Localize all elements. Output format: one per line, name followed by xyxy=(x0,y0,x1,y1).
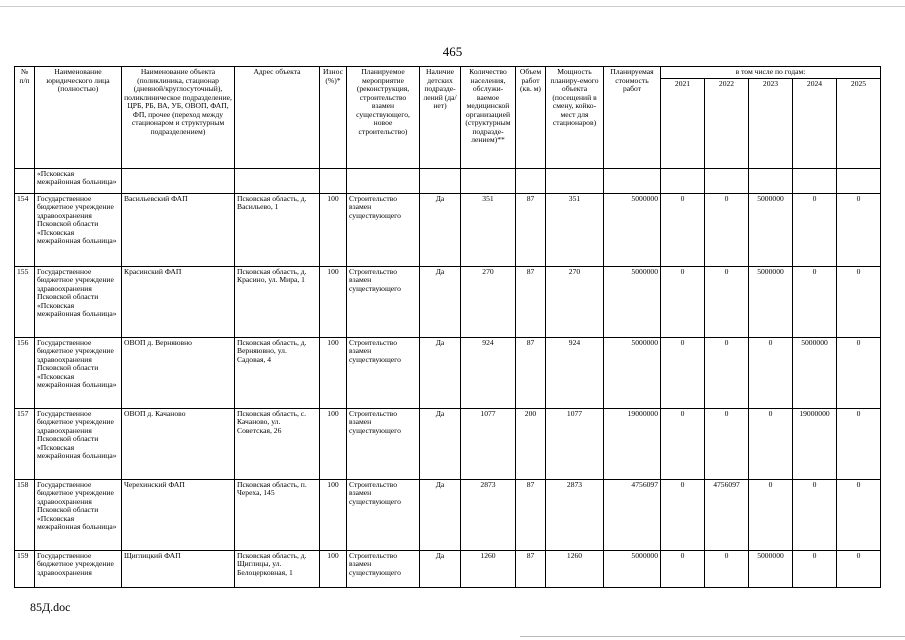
cell-object: Красинский ФАП xyxy=(122,266,235,337)
cell-planned: Строительство взамен существующего xyxy=(347,266,420,337)
cell-wear: 100 xyxy=(320,408,347,479)
cell-volume: 87 xyxy=(516,337,546,408)
header-year-2021: 2021 xyxy=(661,78,705,168)
cell-children: Да xyxy=(420,408,461,479)
cell-2024: 0 xyxy=(793,193,837,266)
table-row-continuation xyxy=(15,168,881,193)
cell-cost: 4756097 xyxy=(604,479,661,550)
cell-children: Да xyxy=(420,550,461,587)
cell-num: 157 xyxy=(15,408,35,479)
header-year-2023: 2023 xyxy=(749,78,793,168)
cell-cost: 5000000 xyxy=(604,337,661,408)
cell-children: Да xyxy=(420,266,461,337)
cell-legal: Государственное бюджетное учреждение здравоохранения Псковской области «Псковская межрайонная больница» xyxy=(35,479,122,550)
header-population: Количество населения, обслужи-ваемое медицинской организацией (структурным подразде-лением)** xyxy=(461,67,516,169)
cell-volume: 87 xyxy=(516,550,546,587)
cell-2025: 0 xyxy=(837,337,881,408)
cell-population: 1077 xyxy=(461,408,516,479)
cell-volume: 87 xyxy=(516,266,546,337)
cell-2024: 0 xyxy=(793,266,837,337)
scan-artifact-bottom xyxy=(520,636,905,637)
cell-legal: Государственное бюджетное учреждение здравоохранения Псковской области «Псковская межрайонная больница» xyxy=(35,193,122,266)
header-address: Адрес объекта xyxy=(235,67,320,169)
cell-2022: 4756097 xyxy=(705,479,749,550)
header-capacity: Мощность планиру-емого объекта (посещений в смену, койко-мест для стационаров) xyxy=(546,67,604,169)
cell-num: 156 xyxy=(15,337,35,408)
cell-planned: Строительство взамен существующего xyxy=(347,550,420,587)
cell-2023: 5000000 xyxy=(749,193,793,266)
cell-2025: 0 xyxy=(837,550,881,587)
header-wear: Износ (%)* xyxy=(320,67,347,169)
header-volume: Объем работ (кв. м) xyxy=(516,67,546,169)
table-row xyxy=(15,550,881,587)
table-row xyxy=(15,337,881,408)
cell-2021: 0 xyxy=(661,337,705,408)
cell-2025: 0 xyxy=(837,193,881,266)
cell-cost: 19000000 xyxy=(604,408,661,479)
cell-2023: 0 xyxy=(749,337,793,408)
cell-planned: Строительство взамен существующего xyxy=(347,337,420,408)
table-row xyxy=(15,266,881,337)
cell-planned: Строительство взамен существующего xyxy=(347,408,420,479)
cell-num: 158 xyxy=(15,479,35,550)
cell-2021: 0 xyxy=(661,550,705,587)
cell-population: 1260 xyxy=(461,550,516,587)
table-row xyxy=(15,408,881,479)
cell-legal: Государственное бюджетное учреждение здравоохранения xyxy=(35,550,122,587)
cell-population: 2873 xyxy=(461,479,516,550)
cell-2023: 0 xyxy=(749,479,793,550)
cell-2024: 19000000 xyxy=(793,408,837,479)
cell-capacity: 924 xyxy=(546,337,604,408)
cell-population: 351 xyxy=(461,193,516,266)
cell-cost: 5000000 xyxy=(604,193,661,266)
header-object-name: Наименование объекта (поликлиника, стационар (дневной/круглосуточный), поликлиническое подразделение, ЦРБ, РБ, ВА, УБ, ОВОП, ФАП, ФП, прочее (переход между стационаром и структурным подразделением) xyxy=(122,67,235,169)
header-planned-activity: Планируемое мероприятие (реконструкция, строительство взамен существующего, новое строительство) xyxy=(347,67,420,169)
cell-2023: 5000000 xyxy=(749,550,793,587)
cell-cost: 5000000 xyxy=(604,266,661,337)
facilities-table xyxy=(14,66,881,588)
cell-num: 154 xyxy=(15,193,35,266)
table-row xyxy=(15,193,881,266)
cell-children: Да xyxy=(420,337,461,408)
cell-object: Васильевский ФАП xyxy=(122,193,235,266)
cell-address: Псковская область, с. Качаново, ул. Советская, 26 xyxy=(235,408,320,479)
cell-wear: 100 xyxy=(320,266,347,337)
cell-2024: 0 xyxy=(793,479,837,550)
header-years-group: в том числе по годам: xyxy=(661,67,881,79)
page-number: 465 xyxy=(442,44,463,59)
cell-num: 155 xyxy=(15,266,35,337)
cell-volume: 87 xyxy=(516,193,546,266)
cell-object: Черехинский ФАП xyxy=(122,479,235,550)
cell-capacity: 2873 xyxy=(546,479,604,550)
cell-2024: 0 xyxy=(793,550,837,587)
cell-2025: 0 xyxy=(837,408,881,479)
cell-2023: 0 xyxy=(749,408,793,479)
cell-capacity: 1260 xyxy=(546,550,604,587)
header-cost: Планируемая стоимость работ xyxy=(604,67,661,169)
cell-object: ОВОП д. Верняювно xyxy=(122,337,235,408)
cell-address: Псковская область, д. Красино, ул. Мира, 1 xyxy=(235,266,320,337)
cell-num: 159 xyxy=(15,550,35,587)
cell-population: 270 xyxy=(461,266,516,337)
cell-wear: 100 xyxy=(320,479,347,550)
cell-planned: Строительство взамен существующего xyxy=(347,479,420,550)
cell-address: Псковская область, п. Череха, 145 xyxy=(235,479,320,550)
cell-2022: 0 xyxy=(705,408,749,479)
header-year-2025: 2025 xyxy=(837,78,881,168)
cell-2021: 0 xyxy=(661,266,705,337)
cell-wear: 100 xyxy=(320,550,347,587)
footer-filename: 85Д.doc xyxy=(30,600,71,614)
cell-wear: 100 xyxy=(320,193,347,266)
cell-capacity: 351 xyxy=(546,193,604,266)
header-row-1 xyxy=(15,67,881,79)
cell-capacity: 270 xyxy=(546,266,604,337)
cell-children: Да xyxy=(420,479,461,550)
table-row xyxy=(15,479,881,550)
cell-address: Псковская область, д. Васильево, 1 xyxy=(235,193,320,266)
header-num: № п/п xyxy=(15,67,35,169)
cell-2021: 0 xyxy=(661,408,705,479)
cell-population: 924 xyxy=(461,337,516,408)
header-year-2024: 2024 xyxy=(793,78,837,168)
cell-2022: 0 xyxy=(705,337,749,408)
cell-volume: 87 xyxy=(516,479,546,550)
cell-2022: 0 xyxy=(705,193,749,266)
header-year-2022: 2022 xyxy=(705,78,749,168)
cell-volume: 200 xyxy=(516,408,546,479)
cell-children: Да xyxy=(420,193,461,266)
cell-2022: 0 xyxy=(705,550,749,587)
cell-legal: Государственное бюджетное учреждение здравоохранения Псковской области «Псковская межрайонная больница» xyxy=(35,266,122,337)
cell-capacity: 1077 xyxy=(546,408,604,479)
cell-legal: «Псковская межрайонная больница» xyxy=(35,168,122,193)
cell-legal: Государственное бюджетное учреждение здравоохранения Псковской области «Псковская межрайонная больница» xyxy=(35,337,122,408)
cell-object: ОВОП д. Качаново xyxy=(122,408,235,479)
cell-2023: 5000000 xyxy=(749,266,793,337)
header-legal-entity: Наименование юридического лица (полностью) xyxy=(35,67,122,169)
cell-object: Щиглицкий ФАП xyxy=(122,550,235,587)
cell-2025: 0 xyxy=(837,266,881,337)
header-children-units: Наличие детских подразде-лений (да/нет) xyxy=(420,67,461,169)
scan-artifact-top xyxy=(0,6,905,7)
cell-2024: 5000000 xyxy=(793,337,837,408)
cell-address: Псковская область, д. Верняювно, ул. Садовая, 4 xyxy=(235,337,320,408)
cell-legal: Государственное бюджетное учреждение здравоохранения Псковской области «Псковская межрайонная больница» xyxy=(35,408,122,479)
cell-planned: Строительство взамен существующего xyxy=(347,193,420,266)
cell-cost: 5000000 xyxy=(604,550,661,587)
cell-address: Псковская область, д. Щиглицы, ул. Белоцерковная, 1 xyxy=(235,550,320,587)
cell-2022: 0 xyxy=(705,266,749,337)
cell-2025: 0 xyxy=(837,479,881,550)
cell-wear: 100 xyxy=(320,337,347,408)
cell-2021: 0 xyxy=(661,193,705,266)
cell-2021: 0 xyxy=(661,479,705,550)
